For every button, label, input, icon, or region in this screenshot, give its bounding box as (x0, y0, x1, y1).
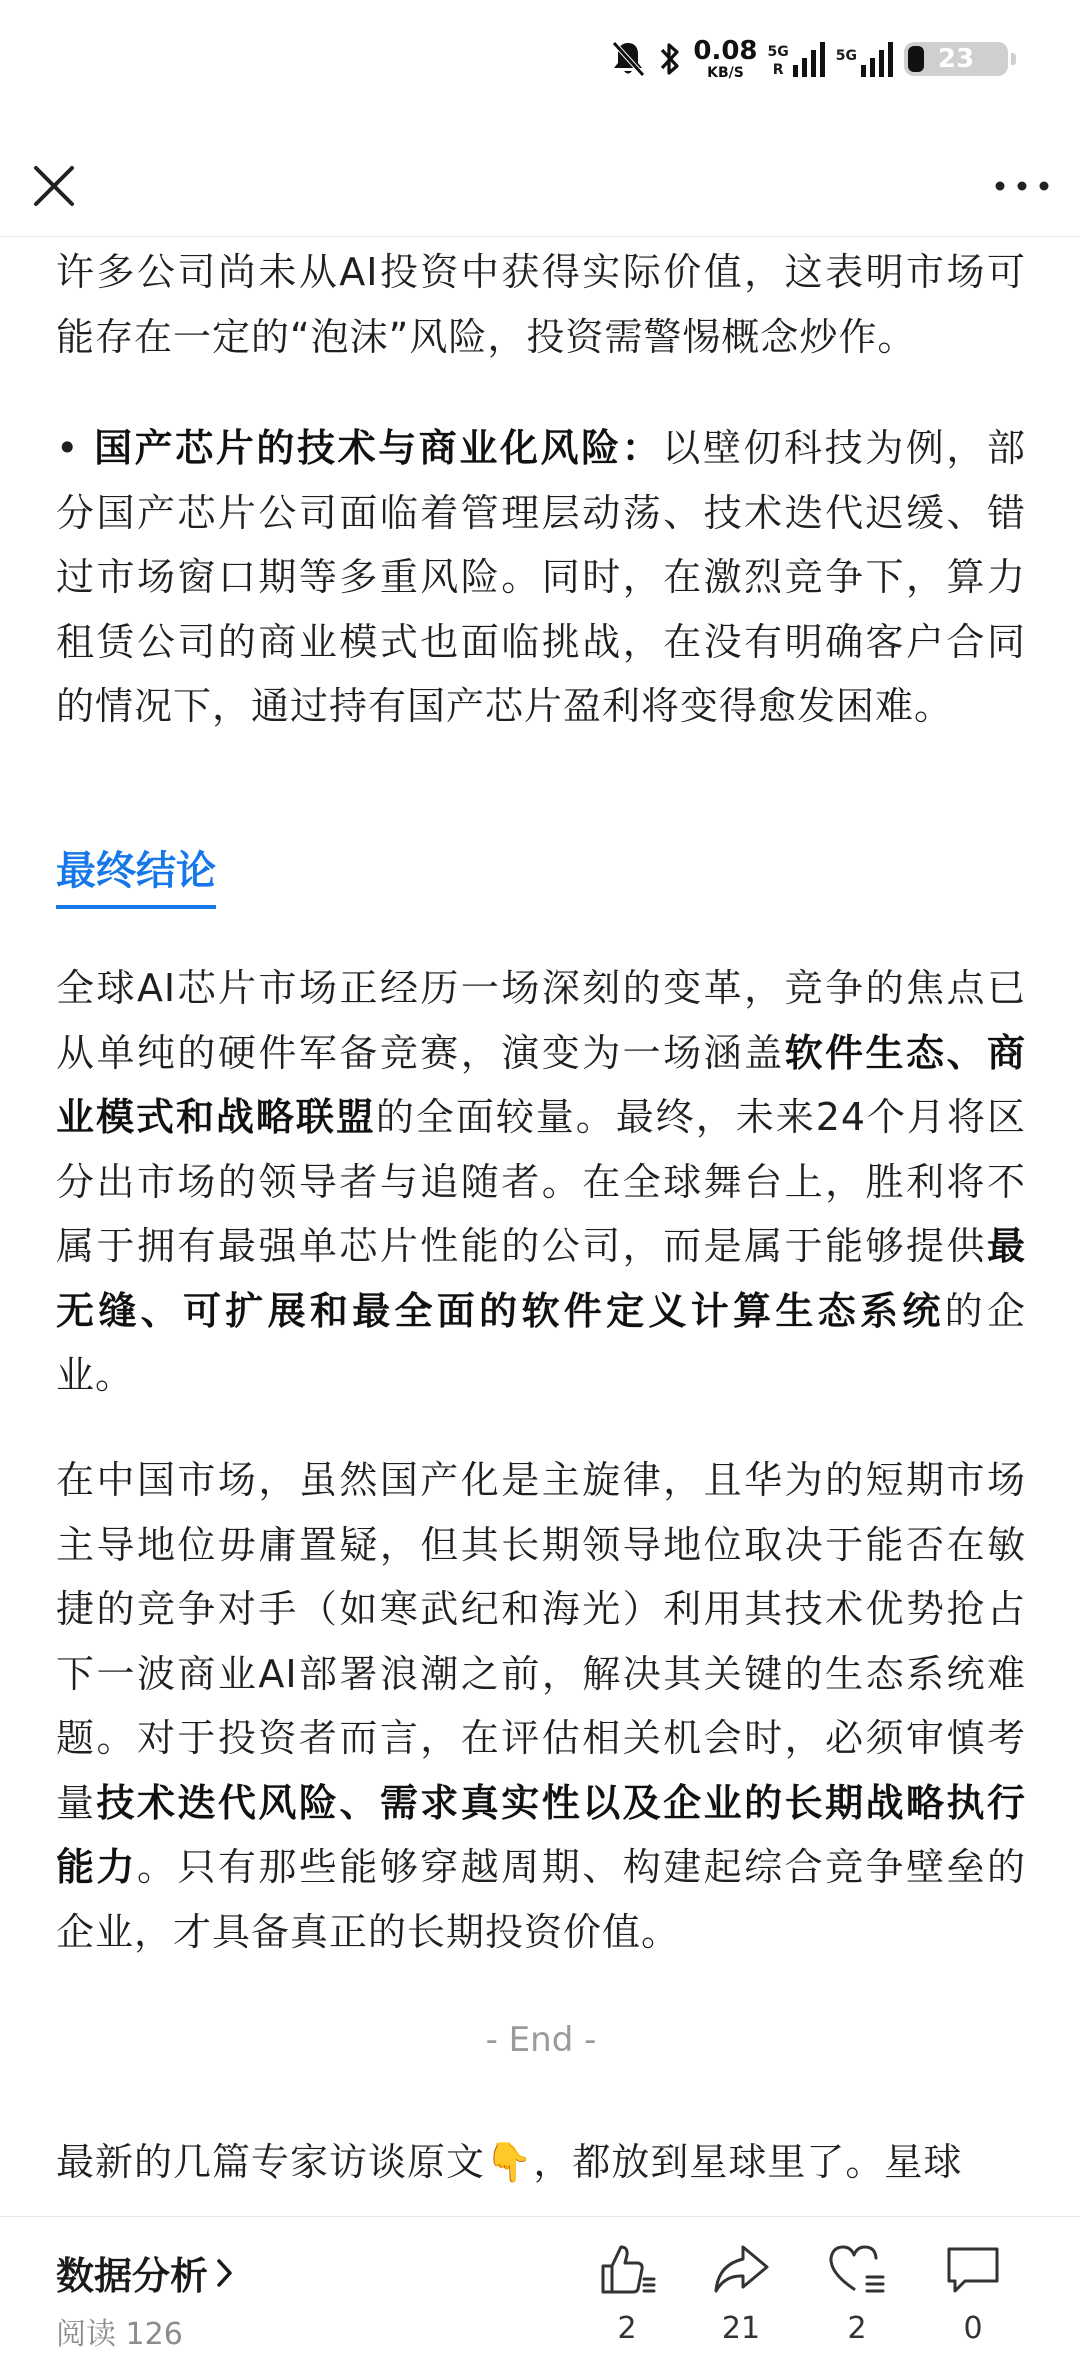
paragraph-text: 。只有那些能够穿越周期、构建起综合竞争壁垒的企业，才具备真正的长期投资价值。 (56, 1845, 1026, 1954)
thumbs-up-icon (597, 2239, 657, 2299)
network-speed (693, 38, 757, 80)
status-icons (609, 34, 1008, 84)
signal1-label: 5G (767, 44, 789, 60)
paragraph-text: 在中国市场，虽然国产化是主旋律，且华为的短期市场主导地位毋庸置疑，但其长期领导地位取决于能否在敏捷的竞争对手（如寒武纪和海光）利用其技术优势抢占下一波商业AI部署浪潮之前，解决其关键的生态系统难题。对于投资者而言，在评估相关机会时，必须审慎考量 (56, 1458, 1026, 1825)
bold-text: 技术迭代风险、需求真实性以及企业的长期战略执行能力 (56, 1780, 1026, 1889)
share-count: 21 (721, 2311, 761, 2346)
chevron-right-icon (214, 2255, 236, 2291)
favorite-count: 2 (847, 2311, 867, 2346)
share-button[interactable] (696, 2239, 786, 2346)
signal-strength-sim2 (836, 41, 894, 77)
section-title-conclusion: 最终结论 (56, 845, 216, 909)
top-nav (0, 140, 1080, 237)
bluetooth-icon (657, 39, 683, 79)
paragraph-text: ，都放到星球里了。星球 (533, 2140, 963, 2184)
column-name: 数据分析 (56, 2254, 209, 2298)
share-arrow-icon (711, 2239, 771, 2299)
mute-bell-icon (609, 39, 647, 79)
paragraph-text: 的全面较量。最终，未来24个月将区分出市场的领导者与追随者。在全球舞台上，胜利将不属于拥有最强单芯片性能的公司，而是属于能够提供 (56, 1095, 1026, 1268)
signal1-roaming: R (772, 62, 784, 78)
paragraph-expert-interviews (56, 2130, 1026, 2195)
close-button[interactable] (28, 160, 80, 212)
paragraph-text: 全球AI芯片市场正经历一场深刻的变革，竞争的焦点已从单纯的硬件军备竞赛，演变为一场涵盖 (56, 966, 1026, 1075)
like-count: 2 (617, 2311, 637, 2346)
column-link[interactable] (56, 2245, 236, 2300)
signal-bars-icon (860, 41, 894, 77)
signal-strength-sim1 (768, 41, 826, 77)
read-count: 阅读 126 (56, 2317, 183, 2352)
paragraph-bubble-risk: 许多公司尚未从AI投资中获得实际价值，这表明市场可能存在一定的“泡沫”风险，投资需警惕概念炒作。 (56, 250, 1026, 359)
pointing-down-emoji-icon: 👇 (485, 2140, 534, 2184)
paragraph-text: 以壁仞科技为例，部分国产芯片公司面临着管理层动荡、技术迭代迟缓、错过市场窗口期等多重风险。同时，在激烈竞争下，算力租赁公司的商业模式也面临挑战，在没有明确客户合同的情况下，通过持有国产芯片盈利将变得愈发困难。 (56, 426, 1026, 728)
paragraph-text: 最新的几篇专家访谈原文 (56, 2140, 486, 2184)
more-dots-icon (992, 160, 1052, 212)
comment-button[interactable] (928, 2239, 1018, 2346)
status-bar (0, 0, 1080, 120)
paragraph-text: 的企业。 (56, 1288, 1026, 1397)
network-speed-unit: KB/S (707, 65, 744, 81)
heart-icon (827, 2239, 887, 2299)
end-marker: - End - (485, 2020, 597, 2060)
network-speed-value: 0.08 (693, 36, 758, 66)
signal-bars-icon (792, 41, 826, 77)
bold-heading-chip-risk: 国产芯片的技术与商业化风险： (94, 426, 663, 470)
bullet: • (56, 426, 95, 470)
article-body (56, 240, 1026, 2210)
paragraph-domestic-chip-risk (56, 416, 1026, 739)
close-icon (28, 160, 80, 212)
bottom-action-bar (0, 2216, 1080, 2377)
bold-text: 软件生态、商业模式和战略联盟 (56, 1030, 1026, 1139)
favorite-button[interactable] (812, 2239, 902, 2346)
battery-icon (904, 42, 1008, 76)
comment-count: 0 (963, 2311, 983, 2346)
comment-bubble-icon (943, 2239, 1003, 2299)
paragraph-china-market (56, 1448, 1026, 1964)
like-button[interactable] (582, 2239, 672, 2346)
bold-text: 最无缝、可扩展和最全面的软件定义计算生态系统 (56, 1224, 1026, 1333)
paragraph-global-market (56, 956, 1026, 1408)
battery-level: 23 (937, 44, 975, 74)
signal2-label: 5G (835, 48, 857, 64)
more-options-button[interactable] (992, 160, 1052, 212)
